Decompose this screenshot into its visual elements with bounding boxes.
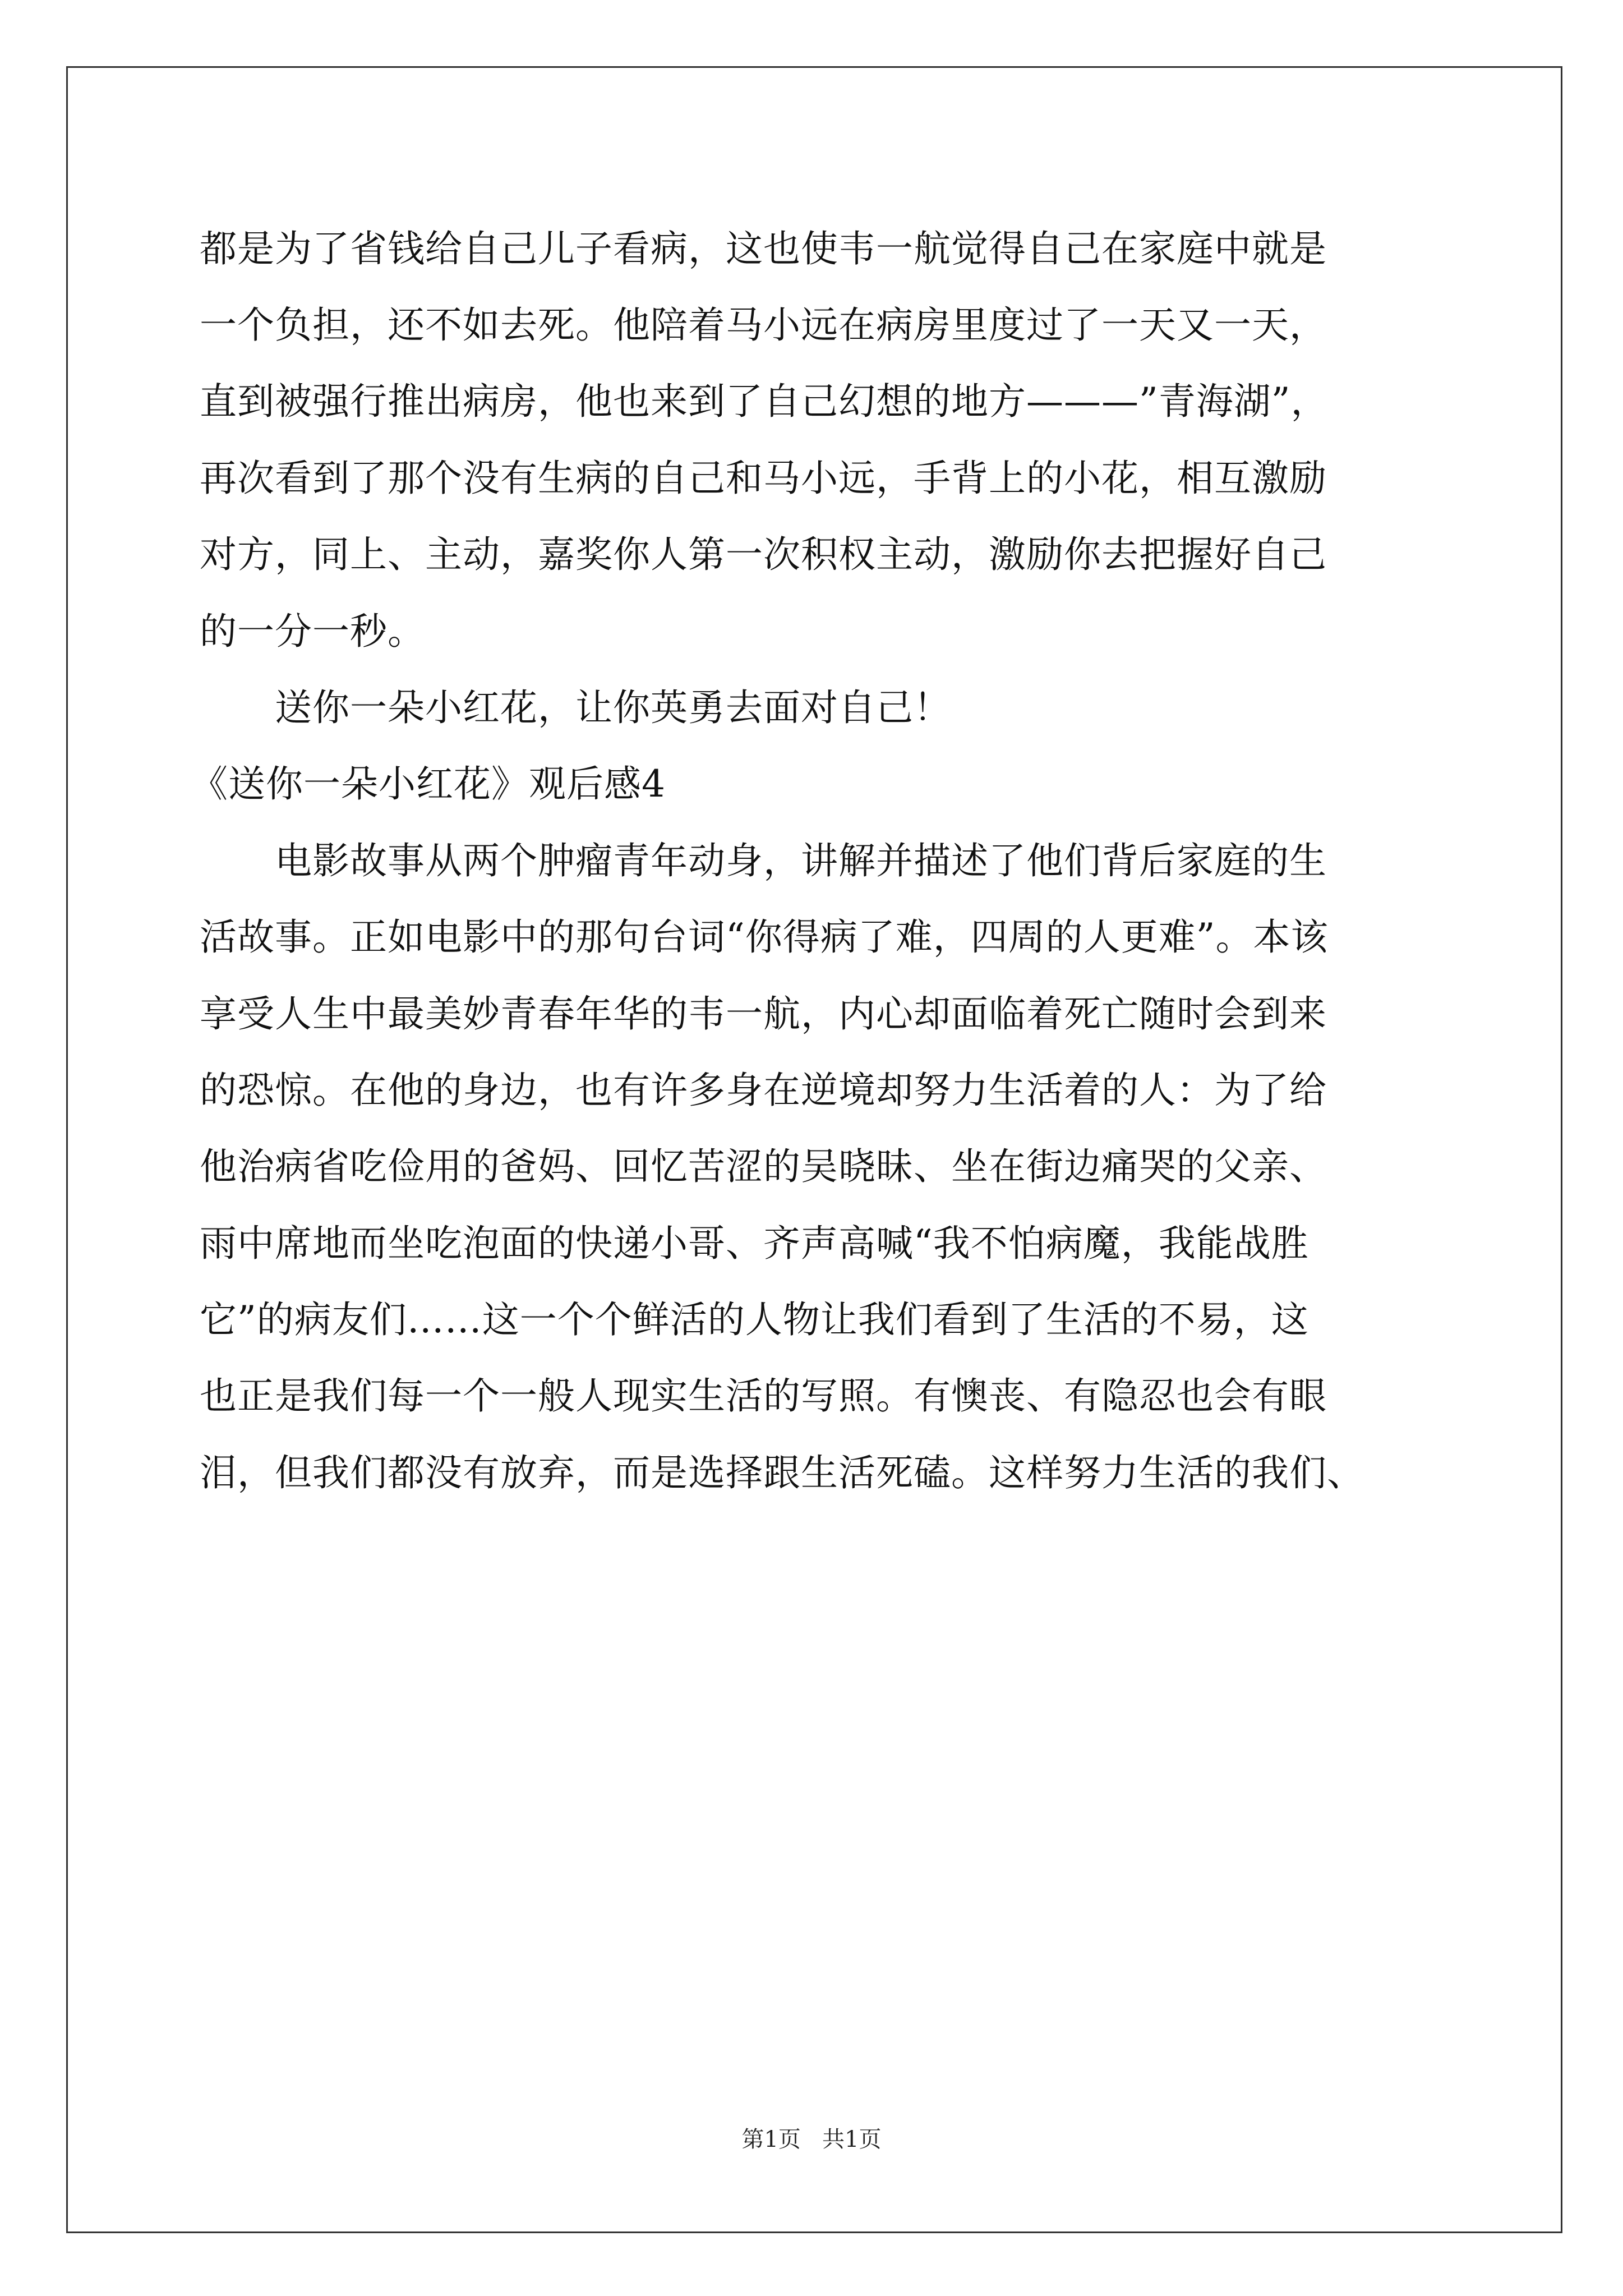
body-line: 直到被强行推出病房，他也来到了自己幻想的地方———”青海湖”， xyxy=(200,380,1329,423)
page-footer: 第1页 共1页 xyxy=(741,2127,882,2152)
body-line: 他治病省吃俭用的爸妈、回忆苦涩的吴晓昧、坐在街边痛哭的父亲、 xyxy=(200,1145,1327,1188)
body-line: 电影故事从两个肿瘤青年动身，讲解并描述了他们背后家庭的生 xyxy=(275,839,1327,882)
body-line: 送你一朵小红花，让你英勇去面对自己！ xyxy=(275,686,951,729)
body-line: 对方，同上、主动，嘉奖你人第一次积权主动，激励你去把握好自己 xyxy=(200,533,1327,576)
body-line: 享受人生中最美妙青春年华的韦一航，内心却面临着死亡随时会到来 xyxy=(200,992,1327,1036)
section-heading: 《送你一朵小红花》观后感4 xyxy=(191,762,666,806)
body-line: 雨中席地而坐吃泡面的快递小哥、齐声高喊“我不怕病魔，我能战胜 xyxy=(200,1222,1309,1265)
body-line: 泪，但我们都没有放弃，而是选择跟生活死磕。这样努力生活的我们、 xyxy=(200,1451,1364,1494)
body-line: 都是为了省钱给自己儿子看病，这也使韦一航觉得自己在家庭中就是 xyxy=(200,227,1327,270)
body-line: 也正是我们每一个一般人现实生活的写照。有懊丧、有隐忍也会有眼 xyxy=(200,1374,1327,1418)
body-line: 它”的病友们……这一个个鲜活的人物让我们看到了生活的不易，这 xyxy=(200,1298,1309,1341)
body-line: 再次看到了那个没有生病的自己和马小远，手背上的小花，相互激励 xyxy=(200,457,1327,500)
body-line: 的一分一秒。 xyxy=(200,610,425,653)
body-line: 活故事。正如电影中的那句台词“你得病了难，四周的人更难”。本该 xyxy=(200,915,1329,959)
body-line: 的恐惊。在他的身边，也有许多身在逆境却努力生活着的人：为了给 xyxy=(200,1069,1327,1112)
body-line: 一个负担，还不如去死。他陪着马小远在病房里度过了一天又一天， xyxy=(200,303,1327,347)
